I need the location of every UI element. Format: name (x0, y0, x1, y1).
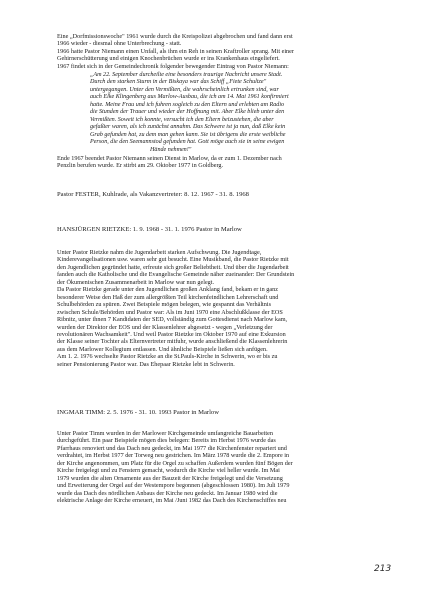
text-line: Da Pastor Rietzke gerade unter den Jugendlichen großen Anklang fand, bekam er in ganz (57, 286, 278, 294)
quote-line: „Am 22. September durcheilte eine besonders traurige Nachricht unsere Stadt. (90, 72, 283, 78)
quote-line: untergegangen. Unter den Vermißten, die wahrscheinlich ertrunken sind, war (90, 86, 279, 93)
paragraph-rietzke (57, 249, 387, 368)
text-line: Schulbehörden zu spüren. Zwei Beispiele mögen belegen, wie gespannt das Verhältnis (57, 301, 271, 309)
quote-line: Person, die den Seemannstod gefunden hat. Gott möge auch sie in seine ewigen (90, 139, 285, 146)
text-line: seiner Pensionierung Pastor war. Das Ehepaar Rietzke lebt in Schwerin. (57, 360, 235, 368)
text-line: 1967 findet sich in der Gemeindechronik folgender bewegender Eintrag von Pastor Niemann: (57, 62, 289, 70)
text-line: und Erweiterung der Orgel auf der Westempore begonnen (abgeschlossen 1980). Im Juli 1979 (57, 482, 290, 490)
text-line: Pfarrhaus renoviert und das Dach neu gedeckt, im Mai 1977 die Kirchenfenster repariert und (57, 444, 287, 452)
quote-line: Hände nehmen!" (150, 146, 192, 153)
paragraph-timm (57, 430, 387, 505)
text-line: Kirche freigelegt und zu Fenstern gemacht, wodurch die Kirche viel heller wurde. Im Mai (57, 467, 280, 475)
text-line: der Kirche angenommen, um Platz für die Orgel zu schaffen Außerdem wurden fünf Bögen der (57, 459, 293, 467)
text-line: wurde das Dach des nördlichen Anbaus der Kirche neu gedeckt. Im Januar 1980 wird die (57, 489, 278, 497)
quote-line: hatte. Meine Frau und ich fuhren sogleich zu den Eltern und erlebten am Radio (90, 101, 285, 108)
chronicle-quote (90, 72, 382, 154)
quote-line: Durch den starken Sturm in der Biskaya war das Schiff „Fiete Schultze" (90, 79, 267, 86)
timm-heading: INGMAR TIMM: 2. 5. 1976 - 31. 10. 1993 Pastor in Marlow (57, 409, 219, 416)
text-line: Ribnitz, unter ihnen 7 Kandidaten der SED, vollständig zum Gottesdienst nach Marlow kam, (57, 316, 288, 324)
text-line: Kinderevangelisationen usw. waren sehr gut besucht. Eine Musikband, die Pastor Rietzke mit (57, 256, 289, 264)
text-line: Eine „Dorfmissionswoche" 1961 wurde durch die Kreispolizei abgebrochen und fand dann erst (57, 33, 293, 40)
quote-line: die Stunden der Trauer und wieder der Hoffnung mit. Aber Elke blieb unter den (90, 109, 285, 116)
text-line: der Klasse seiner Tochter als Elternvertreter mitfuhr, wurde anschließend die Klassenlehrerin (57, 338, 288, 346)
paragraph-niemann-end (57, 155, 387, 170)
text-line: besonderer Weise den Haß der zum allergrößten Teil kirchenfeindlichen Lehrerschaft und (57, 293, 279, 301)
paragraph-niemann-events (57, 33, 387, 70)
fester-entry: Pastor FESTER, Kuhlrade, als Vakanzvertreter: 8. 12. 1967 - 31. 8. 1968 (57, 191, 249, 198)
text-line: den Jugendlichen gegründet hatte, erfreute sich großer Beliebtheit. Und über die Jugendarbeit (57, 263, 289, 271)
text-line: Unter Pastor Timm wurden in der Marlower Kirchgemeinde umfangreiche Bauarbeiten (57, 430, 273, 437)
quote-line: gefaßter waren, als ich zunächst annahm. Das Schwere ist ja nun, daß Elke kein (90, 124, 286, 131)
handwritten-page-number: 213 (374, 564, 392, 574)
quote-line: Grab gefunden hat, zu dem man gehen kann. Sie ist übrigens die erste weibliche (90, 131, 286, 138)
text-line: zwischen Schule/Behörden und Pastor war: Als im Juni 1970 eine Abschlußklasse der EOS (57, 308, 283, 316)
quote-line: auch Elke Klingenberg aus Marlow-Ausbau, die ich am 14. Mai 1961 konfirmiert (90, 94, 289, 101)
text-line: verdrahtet, im Herbst 1977 der Torweg neu gestrichen. Im März 1978 wurde die 2. Empore in (57, 452, 290, 460)
text-line: 1966 wieder - diesmal ohne Unterbrechung - statt. (57, 40, 182, 48)
text-line: Unter Pastor Rietzke nahm die Jugendarbeit starken Aufschwung. Die Jugendtage, (57, 249, 262, 256)
text-line: durchgeführt. Ein paar Beispiele mögen dies belegen: Bereits im Herbst 1976 wurde das (57, 437, 276, 445)
text-line: Am 1. 2. 1976 wechselte Pastor Rietzke an die St.Pauls-Kirche in Schwerin, wo er bis zu (57, 353, 278, 361)
text-line: fanden auch die Katholische und die Evangelische Gemeinde näher zueinander: Der Grundstein (57, 271, 295, 279)
text-line: 1966 hatte Pastor Niemann einen Unfall, als ihm ein Reh in seinen Kraftroller sprang. Mit einer (57, 47, 294, 55)
text-line: elektrische Anlage der Kirche erneuert, im Mai /Juni 1982 das Dach des Kirchenschiffes neu (57, 497, 287, 505)
text-line: Ende 1967 beendet Pastor Niemann seinen Dienst in Marlow, da er zum 1. Dezember nach (57, 155, 282, 162)
text-line: wurden der Direktor der EOS und der Klassenlehrer abgesetzt - wegen „Verletzung der (57, 323, 273, 331)
text-line: Penzlin berufen wurde. Er stirbt am 29. Oktober 1977 in Goldberg. (57, 162, 224, 170)
rietzke-heading: HANSJÜRGEN RIETZKE: 1. 9. 1968 - 31. 1. 1976 Pastor in Marlow (57, 226, 242, 233)
text-line: revolutionären Wachsamkeit". Und weil Pastor Rietzke im Oktober 1970 auf eine Exkursion (57, 330, 286, 338)
text-line: aus dem Marlower Kollegium entlassen. Und ähnliche Beispiele ließen sich anfügen. (57, 345, 268, 353)
text-line: der Ökumenischen Zusammenarbeit in Marlow war nun gelegt. (57, 278, 215, 286)
text-line: Gehirnerschütterung und einigen Knochenbrüchen wurde er ins Krankenhaus eingeliefert. (57, 55, 280, 63)
quote-line: Vermißten. Soweit ich konnte, versucht ich den Eltern beizustehen, die aber (90, 116, 274, 123)
text-line: 1979 wurden die alten Ornamente aus der Bauzeit der Kirche freigelegt und die Versetzung (57, 474, 283, 482)
